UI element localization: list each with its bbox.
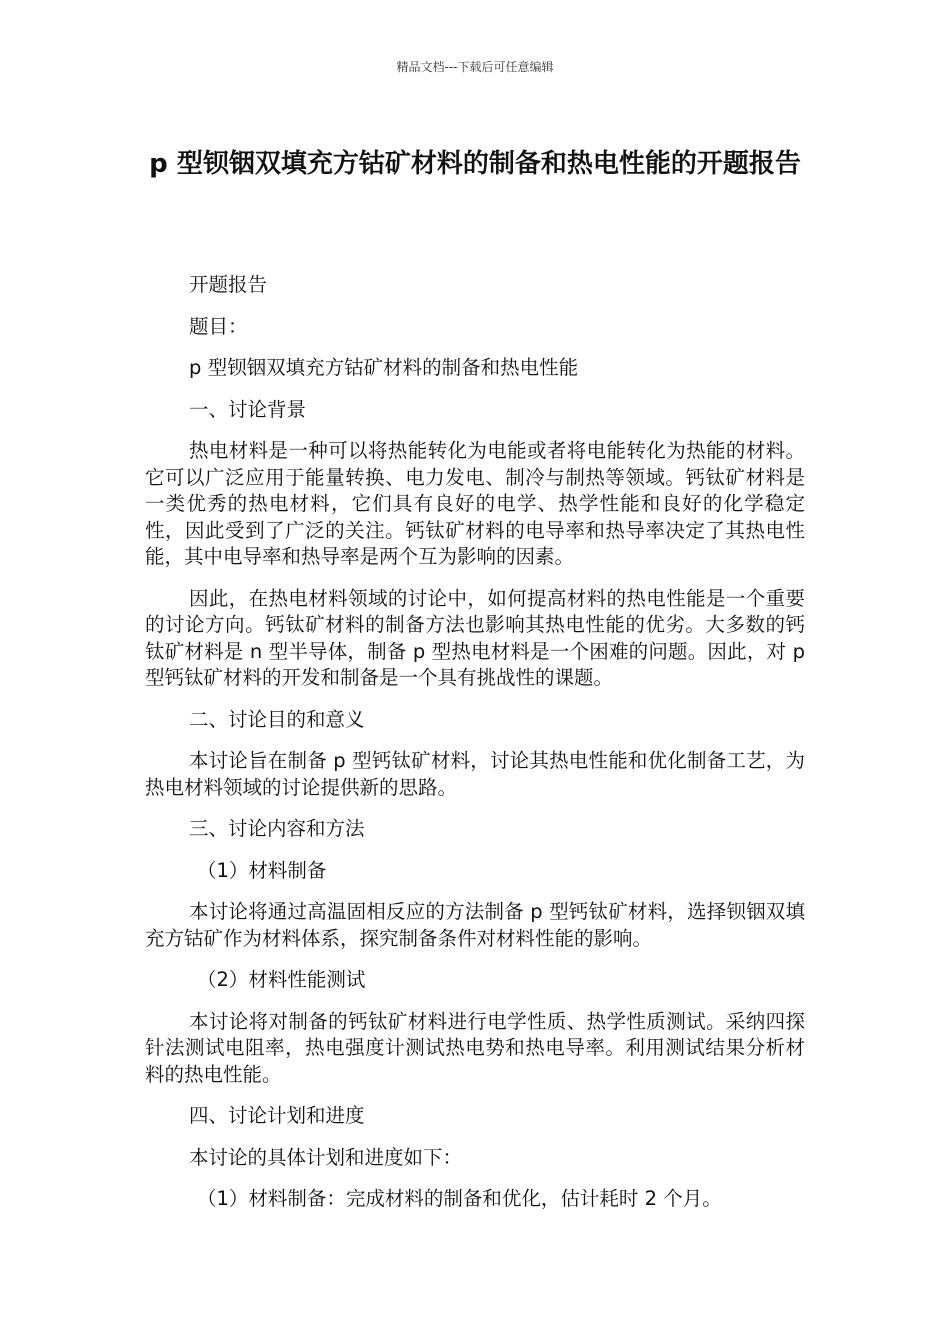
topic-label: 题目： <box>189 314 248 338</box>
paragraph-material-prep: 本讨论将通过高温固相反应的方法制备 p 型钙钛矿材料，选择钡铟双填充方钴矿作为材料体系，探究制备条件对材料性能的影响。 <box>145 900 805 950</box>
subheading-material-prep: （1）材料制备 <box>197 858 327 882</box>
topic-title: p 型钡铟双填充方钴矿材料的制备和热电性能 <box>189 356 579 379</box>
heading-plan: 四、讨论计划和进度 <box>189 1104 365 1127</box>
paragraph-performance-test: 本讨论将对制备的钙钛矿材料进行电学性质、热学性质测试。采纳四探针法测试电阻率，热电强度计测试热电势和热电导率。利用测试结果分析材料的热电性能。 <box>145 1009 805 1086</box>
subheading-performance-test: （2）材料性能测试 <box>197 968 366 991</box>
document-title: p 型钡铟双填充方钴矿材料的制备和热电性能的开题报告 <box>149 149 801 179</box>
document-body <box>145 272 805 1228</box>
paragraph-purpose: 本讨论旨在制备 p 型钙钛矿材料，讨论其热电性能和优化制备工艺，为热电材料领域的讨论提供新的思路。 <box>145 749 805 799</box>
section-label-report: 开题报告 <box>189 273 268 296</box>
paragraph-plan-intro: 本讨论的具体计划和进度如下： <box>189 1145 463 1169</box>
paragraph-background-2: 因此，在热电材料领域的讨论中，如何提高材料的热电性能是一个重要的讨论方向。钙钛矿材料的制备方法也影响其热电性能的优劣。大多数的钙钛矿材料是 n 型半导体，制备 p 型热电材料是一个困难的问题。因此，对 p 型钙钛矿材料的开发和制备是一个具有挑战性的课题。 <box>145 586 805 689</box>
heading-background: 一、讨论背景 <box>189 397 307 421</box>
page-header: 精品文档---下载后可任意编辑 <box>396 60 554 74</box>
heading-purpose: 二、讨论目的和意义 <box>189 707 365 731</box>
plan-item-1: （1）材料制备：完成材料的制备和优化，估计耗时 2 个月。 <box>197 1187 722 1210</box>
heading-content-methods: 三、讨论内容和方法 <box>189 817 365 840</box>
paragraph-background-1: 热电材料是一种可以将热能转化为电能或者将电能转化为热能的材料。它可以广泛应用于能量转换、电力发电、制冷与制热等领域。钙钛矿材料是一类优秀的热电材料，它们具有良好的电学、热学性能和良好的化学稳定性，因此受到了广泛的关注。钙钛矿材料的电导率和热导率决定了其热电性能，其中电导率和热导率是两个互为影响的因素。 <box>145 439 805 568</box>
